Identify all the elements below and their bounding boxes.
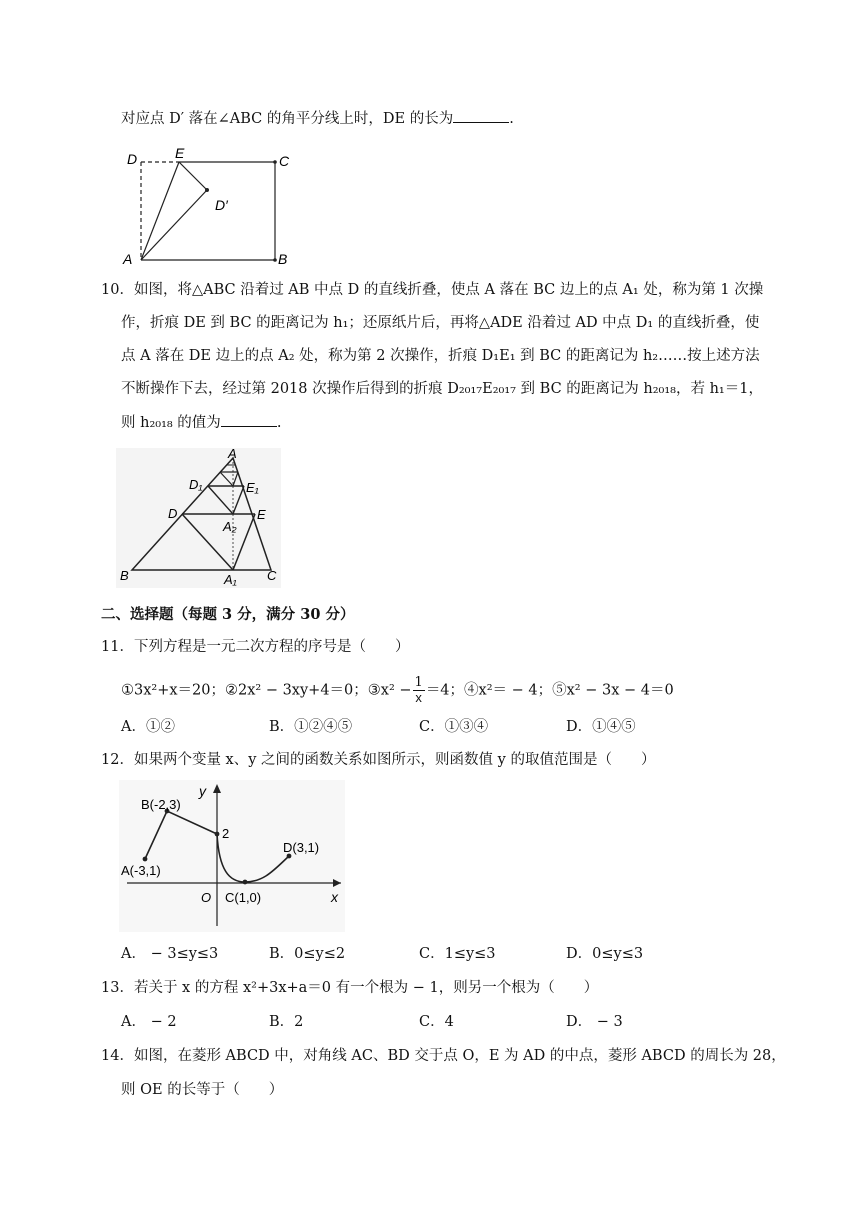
q11-eqs-a: ①3x²+x＝20；②2x² − 3xy+4＝0；③x² −: [121, 682, 412, 699]
fig9-label-b: B: [278, 251, 288, 267]
fig10-label-e1: E₁: [246, 480, 259, 495]
fig12-label-x: x: [331, 889, 338, 905]
q12-option-b[interactable]: B．0≤y≤2: [269, 946, 346, 962]
q12-option-a[interactable]: A． − 3≤y≤3: [121, 946, 219, 962]
fig9-label-e: E: [175, 145, 185, 161]
q11-number: 11．: [101, 639, 134, 655]
q9-tail-end: .: [509, 111, 514, 127]
q12-function-graph: [119, 780, 345, 932]
q11-eqs-b: ＝4；④x²＝ − 4；⑤x² − 3x − 4＝0: [425, 682, 674, 699]
q13-stem-line: [101, 978, 598, 998]
q13-option-d[interactable]: D． − 3: [566, 1014, 623, 1030]
q11-fraction-den: x: [415, 690, 422, 705]
fig9-label-d: D: [127, 151, 138, 167]
q12-stem: 如果两个变量 x、y 之间的函数关系如图所示，则函数值 y 的取值范围是（ ）: [133, 752, 656, 768]
q12-option-d[interactable]: D．0≤y≤3: [566, 946, 644, 962]
fig10-label-a1: A₁: [224, 572, 237, 587]
q9-tail-line: [121, 108, 514, 129]
q10-line-1: [101, 280, 763, 300]
fig9-label-a: A: [123, 251, 133, 267]
fig12-label-a: A(-3,1): [121, 863, 161, 878]
q13-number: 13．: [101, 980, 134, 996]
q11-fraction: [413, 676, 425, 705]
fig10-label-c: C: [267, 568, 277, 583]
q11-option-b[interactable]: B．①②④⑤: [269, 719, 353, 735]
fig10-label-e: E: [257, 507, 266, 522]
q10-end: .: [276, 415, 282, 431]
fig12-label-d: D(3,1): [283, 840, 320, 855]
fig12-label-y: y: [199, 783, 206, 799]
q11-fraction-num: 1: [414, 675, 423, 690]
fig10-label-b: B: [120, 568, 129, 583]
fig12-label-2: 2: [222, 826, 230, 841]
q14-number: 14．: [101, 1048, 134, 1064]
q10-text-1: 如图，将△ABC 沿着过 AB 中点 D 的直线折叠，使点 A 落在 BC 边上的点 A₁ 处，称为第 1 次操: [133, 282, 764, 298]
q10-triangle-figure: [116, 448, 281, 588]
fig10-label-a: A: [228, 448, 237, 461]
q12-number: 12．: [101, 752, 134, 768]
q13-stem: 若关于 x 的方程 x²+3x+a＝0 有一个根为 − 1，则另一个根为（ ）: [133, 980, 599, 996]
q11-stem: 下列方程是一元二次方程的序号是（ ）: [133, 639, 410, 655]
q13-option-c[interactable]: C．4: [419, 1014, 454, 1030]
q10-line-3: 点 A 落在 DE 边上的点 A₂ 处，称为第 2 次操作，折痕 D₁E₁ 到 BC 的距离记为 h₂……按上述方法: [121, 348, 760, 364]
fig10-label-d: D: [168, 506, 178, 521]
q11-stem-line: [101, 637, 409, 657]
q11-option-a[interactable]: A．①②: [121, 719, 175, 735]
q14-line-1: [101, 1046, 786, 1066]
q14-line-2: 则 OE 的长等于（ ）: [121, 1082, 284, 1098]
fig12-label-c: C(1,0): [225, 890, 262, 905]
q10-line-4: 不断操作下去，经过第 2018 次操作后得到的折痕 D₂₀₁₇E₂₀₁₇ 到 BC 的距离记为 h₂₀₁₈，若 h₁＝1，: [121, 381, 763, 397]
section-title: 二、选择题（每题 3 分，满分 30 分）: [101, 606, 355, 623]
q11-option-d[interactable]: D．①④⑤: [566, 719, 636, 735]
fig10-label-d1: D₁: [189, 477, 203, 492]
q9-rectangle-figure: [115, 142, 305, 267]
fig9-label-c: C: [279, 153, 290, 169]
q10-line-2: 作，折痕 DE 到 BC 的距离记为 h₁；还原纸片后，再将△ADE 沿着过 AD 中点 D₁ 的直线折叠，使: [121, 315, 760, 331]
q13-option-a[interactable]: A． − 2: [121, 1014, 177, 1030]
q10-number: 10．: [101, 282, 134, 298]
fig12-label-o: O: [201, 890, 212, 905]
q14-text-1: 如图，在菱形 ABCD 中，对角线 AC、BD 交于点 O，E 为 AD 的中点，菱形 ABCD 的周长为 28，: [133, 1048, 786, 1064]
q10-answer-blank: [221, 412, 277, 427]
fig10-label-a2: A₂: [223, 519, 237, 534]
q10-text-5: 则 h₂₀₁₈ 的值为: [121, 415, 221, 431]
q11-equations: [121, 676, 674, 705]
q9-answer-blank: [453, 108, 509, 123]
q9-tail-text: 对应点 D′ 落在∠ABC 的角平分线上时，DE 的长为: [121, 111, 454, 127]
fig12-label-b: B(-2,3): [141, 797, 181, 812]
fig9-label-d-prime: D′: [215, 197, 228, 213]
q12-stem-line: [101, 750, 655, 770]
q13-option-b[interactable]: B．2: [269, 1014, 304, 1030]
q12-option-c[interactable]: C．1≤y≤3: [419, 946, 496, 962]
q10-line-5: [121, 412, 281, 433]
q11-option-c[interactable]: C．①③④: [419, 719, 489, 735]
